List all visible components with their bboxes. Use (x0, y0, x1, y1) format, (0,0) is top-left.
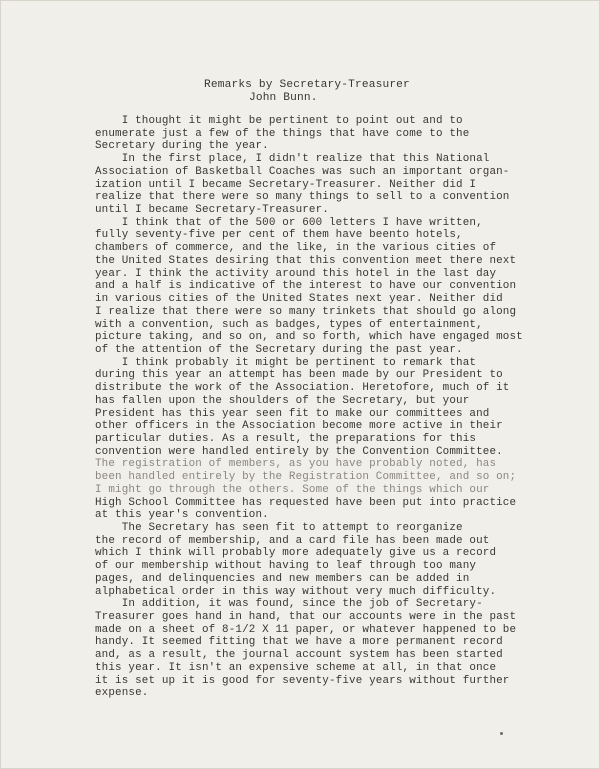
body-line: distribute the work of the Association. Heretofore, much of it (95, 382, 510, 395)
body-line: chambers of commerce, and the like, in the various cities of (95, 242, 497, 255)
body-line: during this year an attempt has been made by our President to (95, 369, 503, 382)
body-line: it is set up it is good for seventy-five years without further (95, 674, 510, 687)
body-line: other officers in the Association become more active in their (95, 420, 503, 433)
body-line: In addition, it was found, since the job of Secretary- (95, 598, 483, 611)
body-line: in various cities of the United States next year. Neither did (95, 293, 503, 306)
body-line: ization until I became Secretary-Treasurer. Neither did I (95, 178, 477, 191)
body-line: The Secretary has seen fit to attempt to reorganize (95, 522, 463, 534)
body-line: Treasurer goes hand in hand, that our accounts were in the past (95, 611, 517, 624)
body-line: made on a sheet of 8-1/2 X 11 paper, or whatever happened to be (95, 623, 517, 636)
body-line: and a half is indicative of the interest to have our convention (95, 280, 517, 293)
body-line: the record of membership, and a card file has been made out (95, 534, 490, 547)
body-line: President has this year seen fit to make our committees and (95, 407, 490, 420)
document-body (95, 115, 555, 700)
body-line: pages, and delinquencies and new members can be added in (95, 572, 470, 585)
body-line: with a convention, such as badges, types of entertainment, (95, 318, 483, 331)
body-line: particular duties. As a result, the preparations for this (95, 432, 477, 445)
body-line: which I think will probably more adequately give us a record (95, 547, 497, 560)
body-line: realize that there were so many things to sell to a convention (95, 191, 510, 204)
body-line: picture taking, and so on, and so forth, which have engaged most (95, 331, 523, 344)
body-line: I might go through the others. Some of the things which our (95, 483, 490, 496)
body-line: I think that of the 500 or 600 letters I have written, (95, 216, 483, 229)
body-line: until I became Secretary-Treasurer. (95, 204, 329, 217)
body-line: been handled entirely by the Registration Committee, and so on; (95, 471, 517, 484)
body-line: handy. It seemed fitting that we have a more permanent record (95, 636, 503, 649)
body-line: this year. It isn't an expensive scheme at all, in that once (95, 661, 497, 674)
body-line: fully seventy-five per cent of them have beento hotels, (95, 229, 463, 242)
body-line: The registration of members, as you have probably noted, has (95, 458, 497, 471)
body-line: I thought it might be pertinent to point out and to (95, 115, 463, 127)
body-line: High School Committee has requested have been put into practice (95, 496, 517, 509)
heading-author: John Bunn. (248, 92, 318, 104)
document-heading (204, 79, 410, 105)
heading-title: Remarks by Secretary-Treasurer (204, 79, 410, 91)
body-line: I think probably it might be pertinent to remark that (95, 356, 477, 369)
body-line: In the first place, I didn't realize that this National (95, 153, 490, 166)
body-line: Association of Basketball Coaches was such an important organ- (95, 165, 510, 178)
body-line: Secretary during the year. (95, 140, 269, 153)
body-line: expense. (95, 687, 149, 700)
body-line: and, as a result, the journal account system has been started (95, 649, 503, 662)
body-line: enumerate just a few of the things that have come to the (95, 127, 470, 140)
body-line: year. I think the activity around this hotel in the last day (95, 267, 497, 280)
body-line: the United States desiring that this convention meet there next (95, 254, 517, 267)
body-line: of the attention of the Secretary during the past year. (95, 343, 463, 356)
body-line: convention were handled entirely by the Convention Committee. (95, 445, 503, 458)
body-line: of our membership without having to leaf through too many (95, 560, 477, 573)
body-line: alphabetical order in this way without very much difficulty. (95, 585, 497, 598)
body-line: I realize that there were so many trinkets that should go along (95, 305, 517, 318)
body-line: has fallen upon the shoulders of the Secretary, but your (95, 394, 470, 407)
paper-speck (500, 732, 503, 735)
body-line: at this year's convention. (95, 509, 269, 522)
